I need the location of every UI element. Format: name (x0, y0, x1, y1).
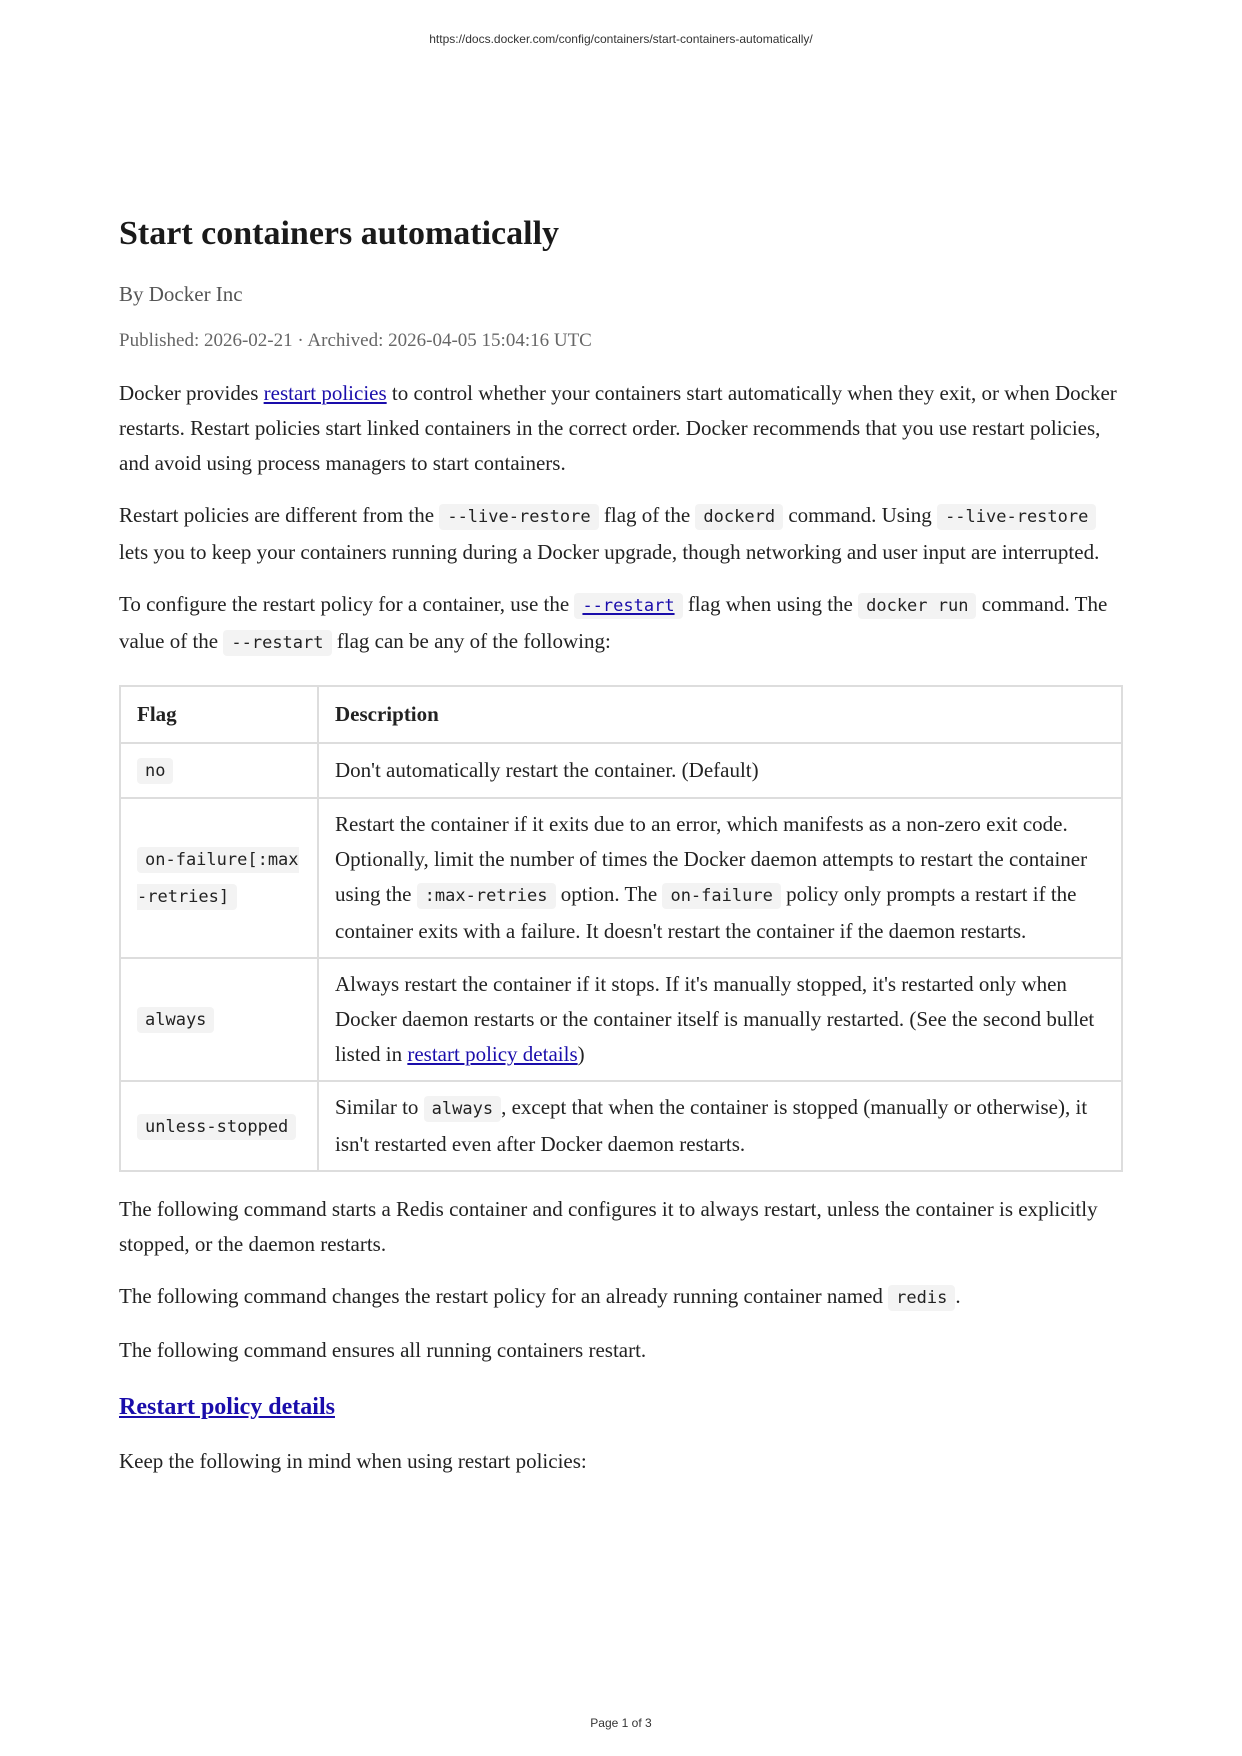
page-title: Start containers automatically (119, 215, 560, 252)
inline-code: --restart (574, 593, 682, 619)
section-heading (119, 1390, 1123, 1424)
table-row (120, 743, 1122, 798)
description-cell: Similar to always , except that when the container is stopped (manually or otherwise), it isn't restarted even after Docker daemon restarts. (318, 1081, 1122, 1171)
restart-policy-details-heading-link[interactable]: Restart policy details (119, 1394, 335, 1420)
inline-code: dockerd (695, 504, 783, 530)
flag-cell (120, 1081, 318, 1171)
restart-flag-paragraph: To configure the restart policy for a container, use the --restart flag when using the docker run command. The value of the --restart flag can be any of the following: (119, 587, 1123, 661)
column-header-flag: Flag (120, 686, 318, 743)
page-number: Page 1 of 3 (590, 1716, 652, 1730)
restart-flag-link[interactable] (574, 592, 682, 616)
inline-code: --restart (223, 630, 331, 656)
inline-code: --live-restore (937, 504, 1096, 530)
table-row (120, 1081, 1122, 1171)
article (119, 210, 1123, 1479)
table-header-row (120, 686, 1122, 743)
update-policy-paragraph: The following command changes the restart policy for an already running container named redis . (119, 1279, 1123, 1316)
inline-code: --live-restore (439, 504, 598, 530)
ensure-restart-paragraph: The following command ensures all running containers restart. (119, 1338, 647, 1362)
restart-policy-details-link[interactable]: restart policy details (407, 1042, 578, 1066)
table-row (120, 958, 1122, 1081)
keep-in-mind-paragraph: Keep the following in mind when using restart policies: (119, 1449, 587, 1473)
description-cell: Always restart the container if it stops. If it's manually stopped, it's restarted only when Docker daemon restarts or the container itself is manually restarted. (See the second bullet listed in restart policy details) (318, 958, 1122, 1081)
page-url: https://docs.docker.com/config/containers/start-containers-automatically/ (429, 32, 813, 46)
description-cell: Restart the container if it exits due to an error, which manifests as a non-zero exit code. Optionally, limit the number of times the Docker daemon attempts to restart the container using the :max-retries option. The on-failure policy only prompts a restart if the container exits with a failure. It doesn't restart the container if the daemon restarts. (318, 798, 1122, 958)
inline-code: redis (888, 1285, 955, 1311)
inline-code: docker run (858, 593, 976, 619)
redis-always-paragraph: The following command starts a Redis container and configures it to always restart, unless the container is explicitly stopped, or the daemon restarts. (119, 1197, 1098, 1256)
restart-flags-table (119, 685, 1123, 1172)
column-header-description: Description (318, 686, 1122, 743)
inline-code: always (424, 1096, 501, 1122)
flag-code: unless-stopped (137, 1114, 296, 1140)
table-row (120, 798, 1122, 958)
flag-cell (120, 958, 318, 1081)
flag-code: always (137, 1007, 214, 1033)
flag-code: on-failure[:max-retries] (137, 847, 299, 910)
inline-code: on-failure (662, 883, 780, 909)
intro-paragraph: Docker provides restart policies to control whether your containers start automatically when they exit, or when Docker restarts. Restart policies start linked containers in the correct order. Docker recommends that you use restart policies, and avoid using process managers to start containers. (119, 381, 1117, 475)
byline: By Docker Inc (119, 282, 243, 306)
live-restore-paragraph: Restart policies are different from the --live-restore flag of the dockerd command. Using --live-restore lets you to keep your containers running during a Docker upgrade, though networking and user input are interrupted. (119, 503, 1100, 564)
description-cell: Don't automatically restart the container. (Default) (318, 743, 1122, 798)
flag-cell (120, 798, 318, 958)
flag-cell (120, 743, 318, 798)
publish-meta: Published: 2026-02-21 · Archived: 2026-04-05 15:04:16 UTC (119, 330, 592, 351)
flag-code: no (137, 758, 173, 784)
restart-policies-link[interactable]: restart policies (263, 381, 387, 405)
inline-code: :max-retries (417, 883, 556, 909)
